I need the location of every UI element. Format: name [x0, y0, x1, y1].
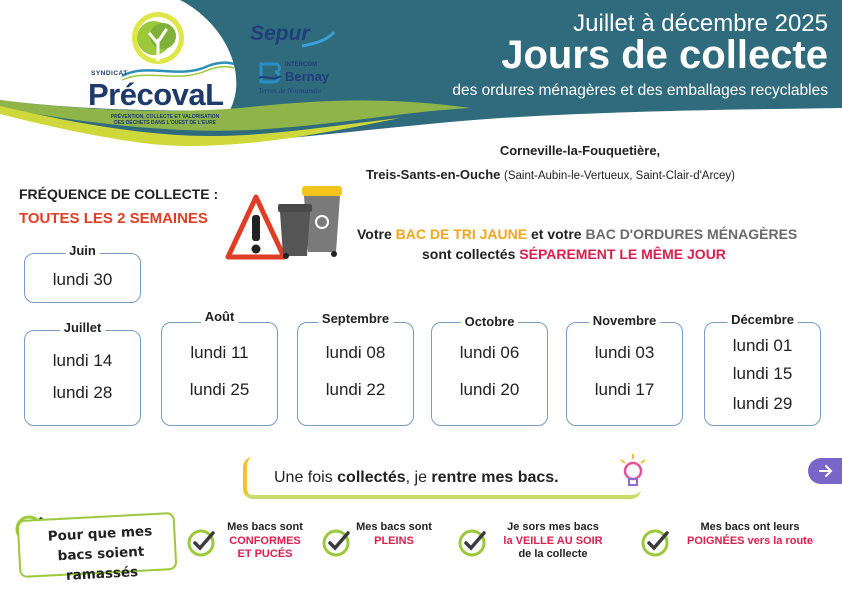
- precoval-syndicat-label: SYNDICAT: [91, 70, 128, 77]
- collection-date: lundi 30: [52, 270, 113, 289]
- month-title: Août: [201, 309, 239, 324]
- checkmark-icon: [186, 528, 216, 558]
- commune-main: Treis-Sants-en-Ouche: [366, 167, 501, 182]
- collection-date: lundi 14: [52, 351, 113, 370]
- tips-heading-line-2: bacs soient ramassés: [57, 543, 145, 584]
- collection-date: lundi 20: [459, 380, 520, 399]
- commune-line-1: Corneville-la-Fouquetière,: [499, 143, 661, 158]
- tip-line-1: Mes bacs ont leurs: [700, 521, 800, 533]
- collection-date: lundi 28: [52, 383, 113, 402]
- month-box: [431, 322, 548, 426]
- tips-heading-line-1: Pour que mes: [47, 523, 153, 545]
- collection-date: lundi 29: [732, 394, 793, 413]
- month-box: [161, 322, 278, 426]
- bins-message-text-1: Votre: [357, 226, 396, 242]
- waste-bins-icon: [276, 182, 352, 260]
- page-subtitle: des ordures ménagères et des emballages recyclables: [452, 82, 828, 99]
- page-title: Jours de collecte: [501, 33, 828, 77]
- sepur-logo: Sepur: [250, 22, 310, 45]
- commune-line-2: [366, 167, 735, 182]
- precoval-tagline: [96, 114, 234, 126]
- bernay-logo: [257, 60, 283, 86]
- commune-detail: (Saint-Aubin-le-Vertueux, Saint-Clair-d'Arcey): [504, 170, 736, 182]
- arrow-right-icon: [818, 464, 834, 478]
- month-title: Décembre: [727, 312, 798, 327]
- collection-date: lundi 22: [325, 380, 386, 399]
- household-bin-label: BAC D'ORDURES MÉNAGÈRES: [585, 226, 798, 242]
- reminder-bold-2: rentre mes bacs.: [431, 469, 559, 486]
- collection-date: lundi 06: [459, 343, 520, 362]
- tips-heading: [35, 521, 168, 588]
- month-title: Juillet: [60, 320, 106, 335]
- tip-item: [503, 521, 602, 562]
- reminder-bold-1: collectés: [337, 469, 406, 486]
- yellow-bin-label: BAC DE TRI JAUNE: [395, 226, 528, 242]
- same-day-label: SÉPAREMENT LE MÊME JOUR: [519, 246, 726, 262]
- month-box: [297, 322, 414, 426]
- bernay-terres-label: Terres de Normandie: [258, 86, 322, 95]
- tip-line-2: CONFORMES: [229, 534, 301, 547]
- tip-line-1: Mes bacs sont: [227, 521, 303, 533]
- bernay-name: Bernay: [285, 69, 330, 84]
- tip-line-1: Je sors mes bacs: [507, 521, 599, 533]
- precoval-tagline-1: PRÉVENTION, COLLECTE ET VALORISATION: [110, 114, 220, 120]
- precoval-name: PrécovaL: [88, 77, 224, 112]
- tip-line-1: Mes bacs sont: [356, 521, 432, 533]
- bins-message-line-2: [422, 246, 726, 262]
- tip-line-2: la VEILLE AU SOIR: [503, 534, 603, 547]
- checkmark-icon: [321, 528, 351, 558]
- frequency-value: TOUTES LES 2 SEMAINES: [19, 210, 208, 227]
- month-title: Novembre: [589, 313, 661, 328]
- collection-date: lundi 11: [190, 343, 249, 362]
- bins-message-line-1: [357, 226, 797, 242]
- month-box: [566, 322, 683, 426]
- collection-date: lundi 01: [732, 336, 793, 355]
- tip-line-2: POIGNÉES vers la route: [687, 534, 813, 547]
- collection-date: lundi 03: [594, 343, 655, 362]
- bernay-intercom-label: INTERCOM: [285, 62, 317, 68]
- reminder-text-2: , je: [405, 469, 432, 486]
- collection-date: lundi 25: [189, 380, 250, 399]
- frequency-label: FRÉQUENCE DE COLLECTE :: [19, 186, 219, 202]
- collection-date: lundi 15: [732, 364, 793, 383]
- precoval-tagline-2: DES DÉCHETS DANS L'OUEST DE L'EURE: [114, 120, 216, 126]
- checkmark-icon: [640, 528, 670, 558]
- tip-item: [227, 521, 303, 562]
- tip-item: [356, 521, 432, 548]
- tip-line-3: ET PUCÉS: [237, 548, 293, 560]
- period-label: Juillet à décembre 2025: [573, 10, 828, 37]
- month-title: Septembre: [318, 311, 393, 326]
- collection-date: lundi 08: [325, 343, 386, 362]
- reminder-text: [274, 469, 559, 487]
- next-page-button[interactable]: [808, 458, 842, 484]
- month-box: [24, 330, 141, 426]
- tip-line-3: de la collecte: [518, 548, 588, 560]
- lightbulb-icon: [616, 452, 650, 490]
- tip-line-2: PLEINS: [374, 534, 414, 547]
- month-title: Octobre: [461, 314, 519, 329]
- checkmark-icon: [457, 528, 487, 558]
- reminder-text-1: Une fois: [274, 469, 338, 486]
- sepur-swoosh-icon: [300, 30, 336, 48]
- tip-item: [687, 521, 813, 548]
- bins-message-text-2: et votre: [527, 226, 586, 242]
- month-title: Juin: [65, 243, 100, 258]
- bins-message-text-3: sont collectés: [422, 246, 520, 262]
- collection-date: lundi 17: [594, 380, 655, 399]
